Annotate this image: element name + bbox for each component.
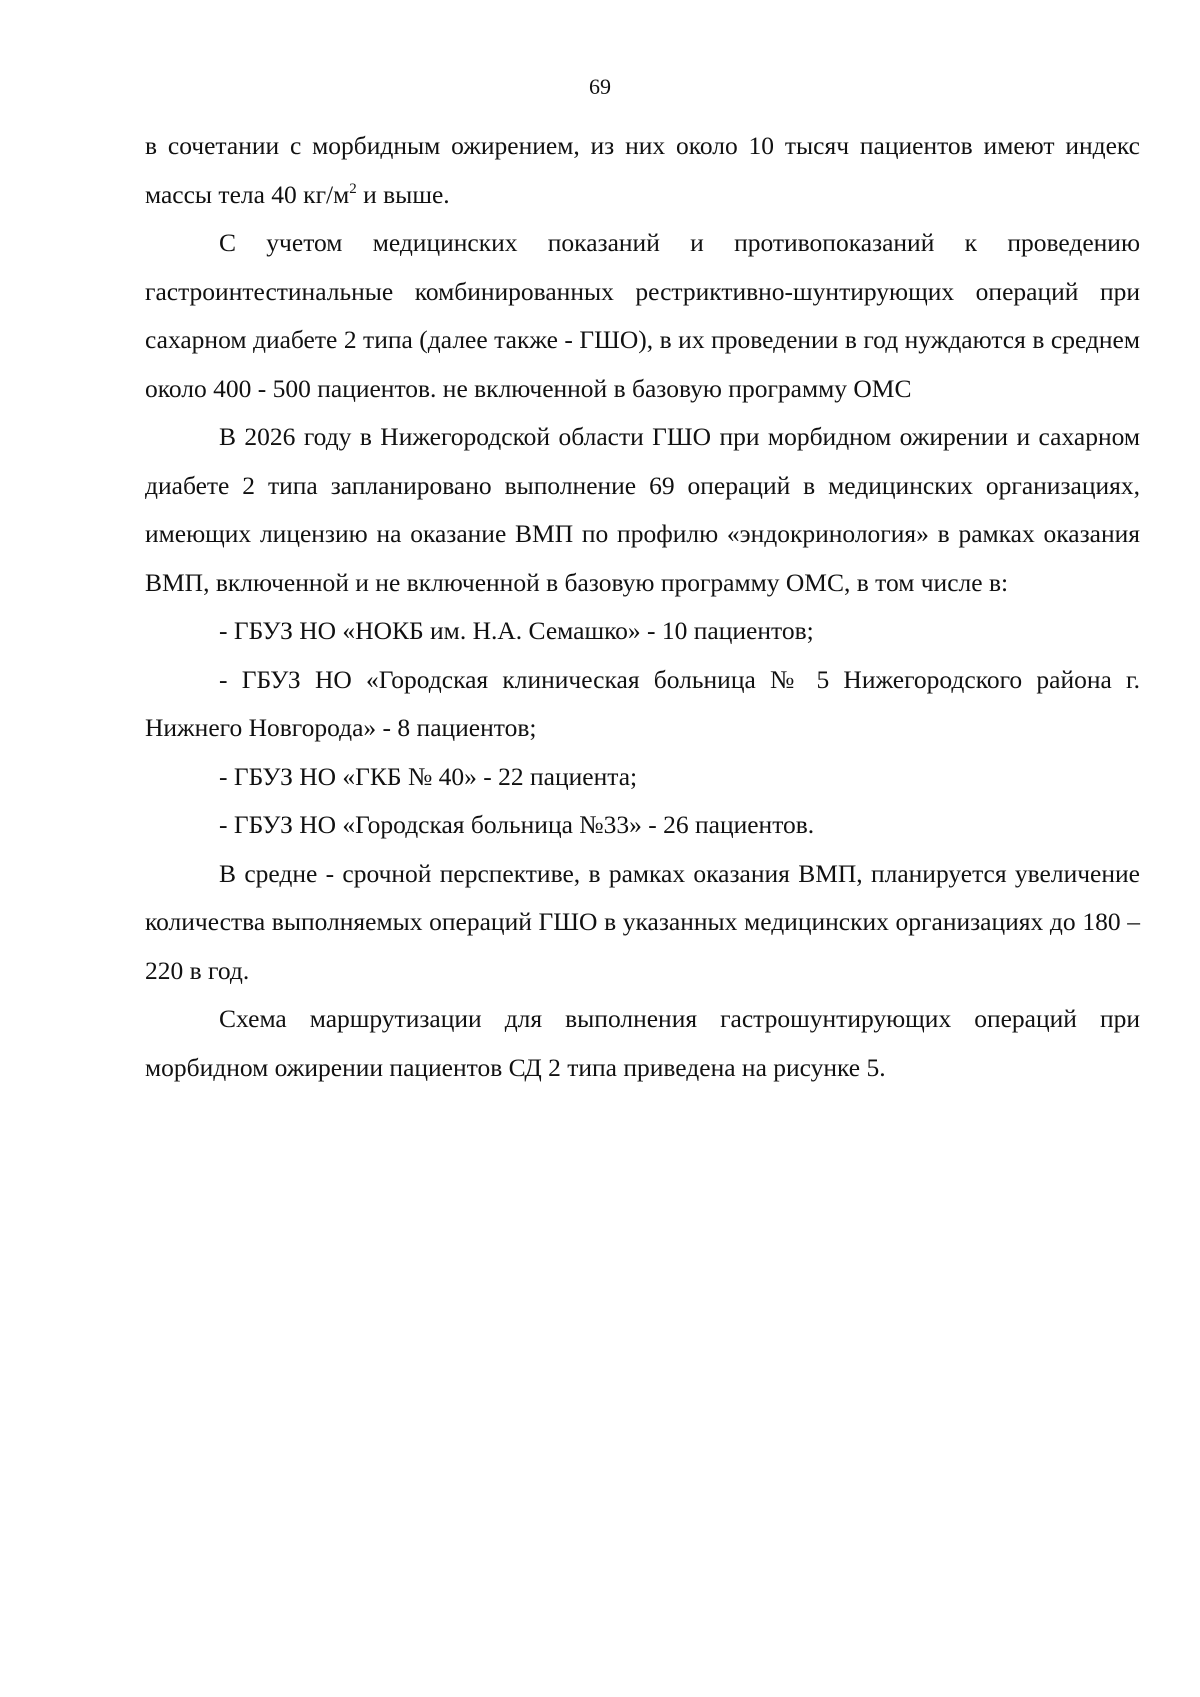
paragraph-routing-scheme: Схема маршрутизации для выполнения гастрошунтирующих операций при морбидном ожирении пациентов СД 2 типа приведена на рисунке 5. bbox=[145, 1004, 1140, 1082]
list-item: - ГБУЗ НО «Городская клиническая больница № 5 Нижегородского района г. Нижнего Новгорода» - 8 пациентов; bbox=[145, 664, 1140, 742]
list-item: - ГБУЗ НО «ГКБ № 40» - 22 пациента; bbox=[219, 761, 638, 791]
paragraph-continuation bbox=[145, 122, 1140, 219]
paragraph-plan-2026: В 2026 году в Нижегородской области ГШО при морбидном ожирении и сахарном диабете 2 типа запланировано выполнение 69 операций в медицинских организациях, имеющих лицензию на оказание ВМП по профилю «эндокринология» в рамках оказания ВМП, включенной и не включенной в базовую программу ОМС, в том числе в: bbox=[145, 422, 1140, 597]
superscript: 2 bbox=[349, 180, 357, 197]
paragraph-indications: С учетом медицинских показаний и противопоказаний к проведению гастроинтестинальные комбинированных рестриктивно-шунтирующих операций при сахарном диабете 2 типа (далее также - ГШО), в их проведении в год нуждаются в среднем около 400 - 500 пациентов. не включенной в базовую программу ОМС bbox=[145, 228, 1140, 403]
paragraph-text: и выше. bbox=[356, 179, 450, 209]
paragraph-perspective: В средне - срочной перспективе, в рамках оказания ВМП, планируется увеличение количества выполняемых операций ГШО в указанных медицинских организациях до 180 – 220 в год. bbox=[145, 858, 1140, 985]
document-body bbox=[145, 122, 1140, 1092]
list-item: - ГБУЗ НО «НОКБ им. Н.А. Семашко» - 10 пациентов; bbox=[219, 616, 814, 645]
paragraph-text: в сочетании с морбидным ожирением, из них около 10 тысяч пациентов имеют индекс массы тела 40 кг/м bbox=[145, 131, 1140, 209]
list-item: - ГБУЗ НО «Городская больница №33» - 26 пациентов. bbox=[219, 810, 815, 839]
page-number: 69 bbox=[589, 74, 611, 99]
